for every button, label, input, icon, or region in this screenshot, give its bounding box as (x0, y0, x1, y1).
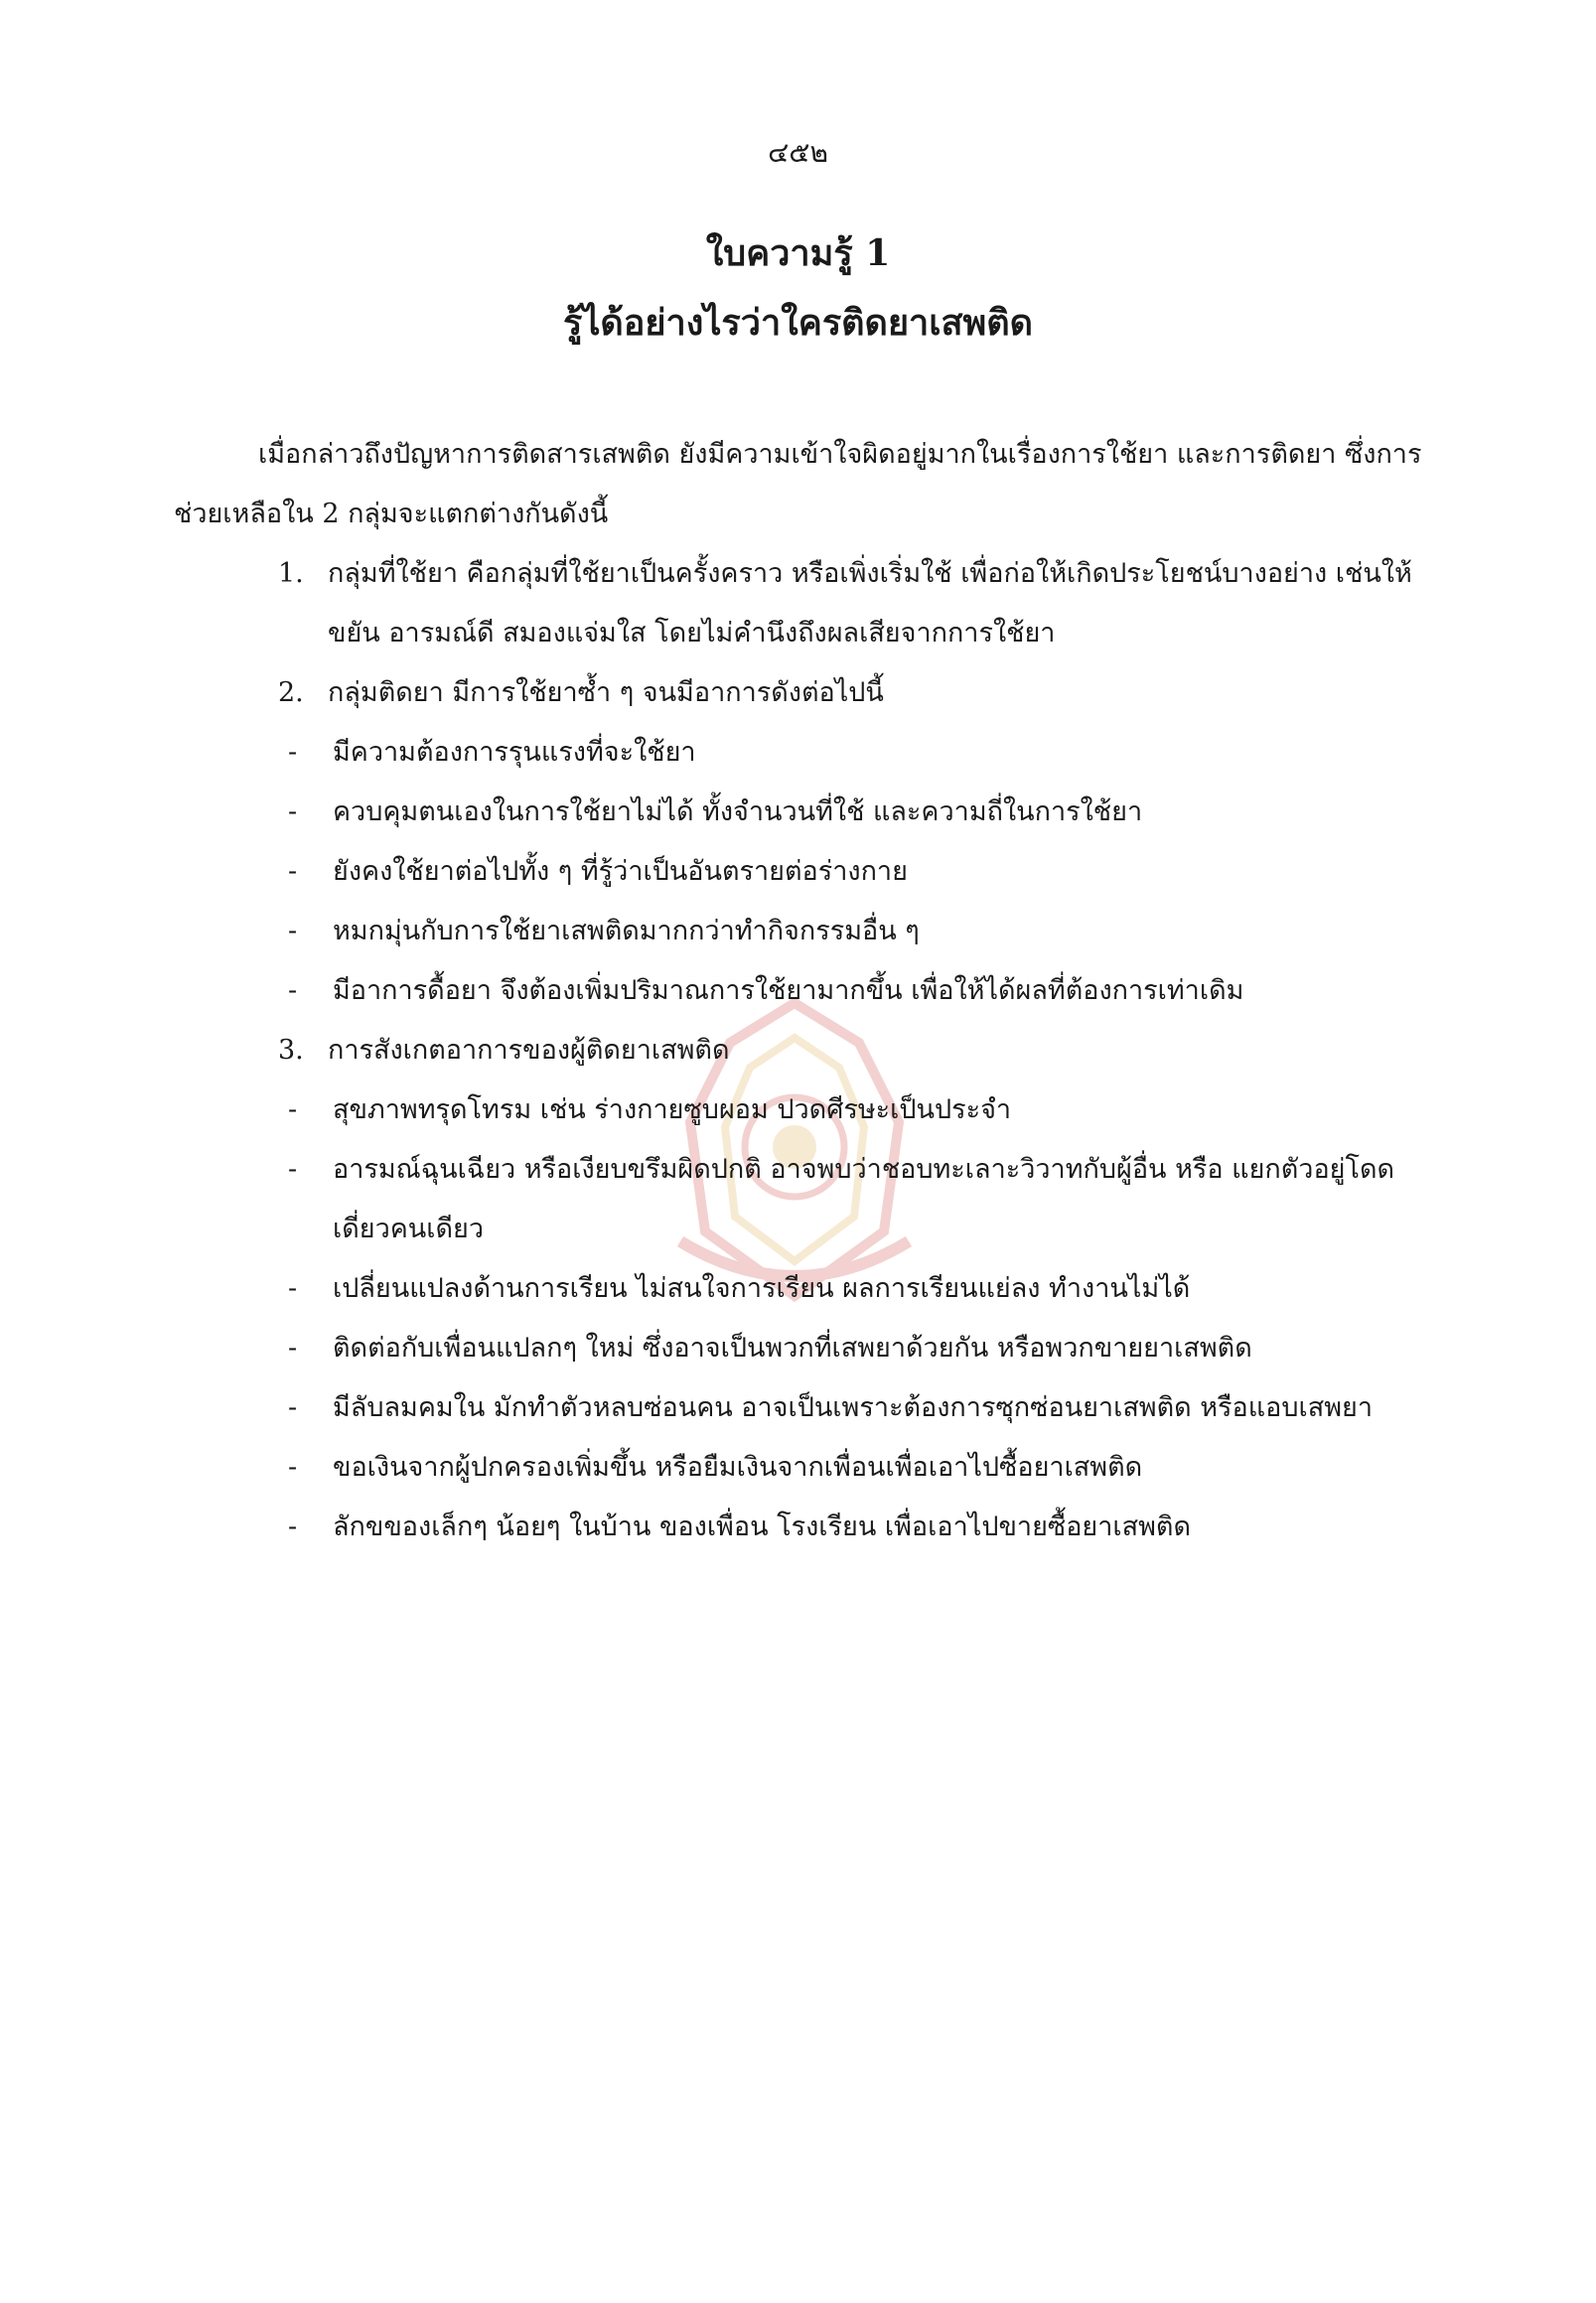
dash-bullet: - (288, 975, 298, 1006)
dash-bullet: - (288, 1154, 298, 1185)
dash-bullet: - (288, 856, 298, 887)
sub-list-item (283, 842, 1445, 902)
list-number: 3. (278, 1035, 304, 1066)
dash-bullet: - (288, 1392, 298, 1423)
sub-list-item-text: หมกมุ่นกับการใช้ยาเสพติดมากกว่าทำกิจกรรมอื่น ๆ (333, 916, 920, 946)
document-title: ใบความรู้ 1 (705, 232, 891, 274)
dash-bullet: - (288, 1511, 298, 1542)
dash-bullet: - (288, 916, 298, 946)
list-item-2 (174, 663, 1445, 1021)
sub-list-item-text: สุขภาพทรุดโทรม เช่น ร่างกายซูบผอม ปวดศีรษะเป็นประจำ (333, 1094, 1012, 1125)
dash-bullet: - (288, 796, 298, 827)
sub-list-item-text: มีความต้องการรุนแรงที่จะใช้ยา (333, 737, 696, 768)
sub-list-item (283, 961, 1445, 1021)
page-number: ๔๕๒ (768, 136, 828, 169)
sub-list-item (283, 1378, 1445, 1438)
dash-bullet: - (288, 1452, 298, 1483)
sub-list-item (283, 1438, 1445, 1498)
sub-list (288, 723, 1445, 1021)
document-subtitle: รู้ได้อย่างไรว่าใครติดยาเสพติด (562, 302, 1034, 344)
dash-bullet: - (288, 1333, 298, 1364)
list-item-text: การสังเกตอาการของผู้ติดยาเสพติด (328, 1035, 730, 1066)
sub-list-item (283, 1498, 1445, 1557)
dash-bullet: - (288, 737, 298, 768)
sub-list-item (283, 1080, 1445, 1140)
sub-list-item (283, 783, 1445, 842)
sub-list-item-text: มีลับลมคมใน มักทำตัวหลบซ่อนคน อาจเป็นเพราะต้องการซุกซ่อนยาเสพติด หรือแอบเสพยา (333, 1392, 1374, 1423)
sub-list-item-text: เปลี่ยนแปลงด้านการเรียน ไม่สนใจการเรียน ผลการเรียนแย่ลง ทำงานไม่ได้ (333, 1273, 1191, 1304)
dash-bullet: - (288, 1094, 298, 1125)
body-content (174, 425, 1445, 1557)
sub-list-item (283, 1140, 1445, 1259)
list-item-text: กลุ่มติดยา มีการใช้ยาซ้ำ ๆ จนมีอาการดังต่อไปนี้ (328, 677, 884, 708)
sub-list-item (283, 1319, 1445, 1378)
sub-list-item (283, 723, 1445, 783)
sub-list-item-text: ขอเงินจากผู้ปกครองเพิ่มขึ้น หรือยืมเงินจากเพื่อนเพื่อเอาไปซื้อยาเสพติด (333, 1452, 1143, 1483)
list-item-1 (174, 544, 1445, 663)
sub-list-item (283, 1259, 1445, 1319)
intro-line-2: ช่วยเหลือใน 2 กลุ่มจะแตกต่างกันดังนี้ (174, 499, 609, 529)
main-list (174, 544, 1445, 1557)
dash-bullet: - (288, 1273, 298, 1304)
sub-list-item-text: มีอาการดื้อยา จึงต้องเพิ่มปริมาณการใช้ยามากขึ้น เพื่อให้ได้ผลที่ต้องการเท่าเดิม (333, 975, 1244, 1006)
sub-list-item-text: ติดต่อกับเพื่อนแปลกๆ ใหม่ ซึ่งอาจเป็นพวกที่เสพยาด้วยกัน หรือพวกขายยาเสพติด (333, 1333, 1252, 1364)
list-number: 1. (278, 558, 304, 589)
sub-list-item-text: ลักขของเล็กๆ น้อยๆ ในบ้าน ของเพื่อน โรงเรียน เพื่อเอาไปขายซื้อยาเสพติด (333, 1511, 1191, 1542)
list-number: 2. (278, 677, 304, 708)
list-item-3 (174, 1021, 1445, 1557)
sub-list-item-text: ยังคงใช้ยาต่อไปทั้ง ๆ ที่รู้ว่าเป็นอันตรายต่อร่างกาย (333, 856, 908, 887)
intro-line-1: เมื่อกล่าวถึงปัญหาการติดสารเสพติด ยังมีความเข้าใจผิดอยู่มากในเรื่องการใช้ยา และการติดยา ซึ่งการ (258, 439, 1422, 470)
sub-list-item-text: อารมณ์ฉุนเฉียว หรือเงียบขรึมผิดปกติ อาจพบว่าชอบทะเลาะวิวาทกับผู้อื่น หรือ แยกตัวอยู่โดดเดี่ยวคนเดียว (333, 1154, 1395, 1244)
list-item-text: กลุ่มที่ใช้ยา คือกลุ่มที่ใช้ยาเป็นครั้งคราว หรือเพิ่งเริ่มใช้ เพื่อก่อให้เกิดประโยชน์บางอย่าง เช่นให้ขยัน อารมณ์ดี สมองแจ่มใส โดยไม่คำนึงถึงผลเสียจากการใช้ยา (328, 558, 1412, 648)
sub-list-item (283, 902, 1445, 961)
sub-list-item-text: ควบคุมตนเองในการใช้ยาไม่ได้ ทั้งจำนวนที่ใช้ และความถี่ในการใช้ยา (333, 796, 1143, 827)
sub-list (288, 1080, 1445, 1557)
